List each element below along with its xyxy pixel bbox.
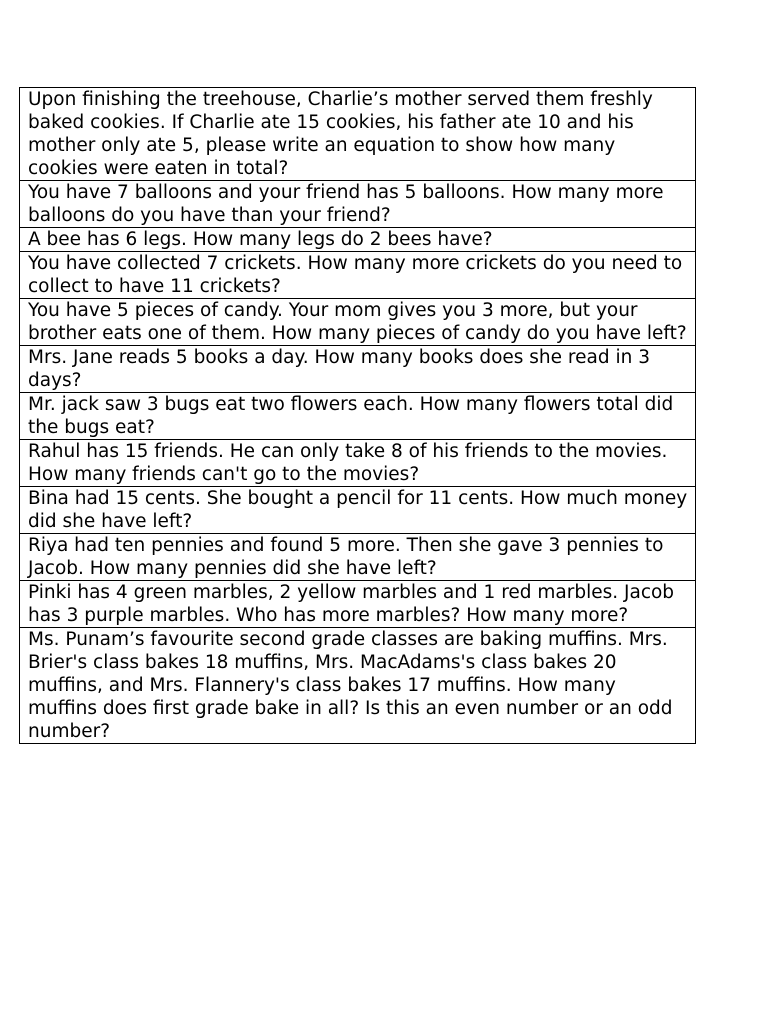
problem-cell: Mr. jack saw 3 bugs eat two flowers each. How many flowers total did the bugs eat? bbox=[20, 393, 696, 440]
table-row bbox=[20, 628, 696, 744]
problem-cell: Bina had 15 cents. She bought a pencil for 11 cents. How much money did she have left? bbox=[20, 487, 696, 534]
problem-cell: Riya had ten pennies and found 5 more. Then she gave 3 pennies to Jacob. How many pennies did she have left? bbox=[20, 534, 696, 581]
problem-cell: Pinki has 4 green marbles, 2 yellow marbles and 1 red marbles. Jacob has 3 purple marbles. Who has more marbles? How many more? bbox=[20, 581, 696, 628]
problem-cell: You have collected 7 crickets. How many more crickets do you need to collect to have 11 crickets? bbox=[20, 252, 696, 299]
problem-cell: You have 7 balloons and your friend has 5 balloons. How many more balloons do you have than your friend? bbox=[20, 181, 696, 228]
problem-cell: You have 5 pieces of candy. Your mom gives you 3 more, but your brother eats one of them. How many pieces of candy do you have left? bbox=[20, 299, 696, 346]
table-row bbox=[20, 299, 696, 346]
table-row bbox=[20, 534, 696, 581]
table-row bbox=[20, 252, 696, 299]
table-row bbox=[20, 181, 696, 228]
table-row bbox=[20, 346, 696, 393]
table-row bbox=[20, 88, 696, 181]
table-row bbox=[20, 487, 696, 534]
problem-cell: Ms. Punam’s favourite second grade classes are baking muffins. Mrs. Brier's class bakes 18 muffins, Mrs. MacAdams's class bakes 20 muffins, and Mrs. Flannery's class bakes 17 muffins. How many muffins does first grade bake in all? Is this an even number or an odd number? bbox=[20, 628, 696, 744]
table-row bbox=[20, 581, 696, 628]
problem-cell: Rahul has 15 friends. He can only take 8 of his friends to the movies. How many friends can't go to the movies? bbox=[20, 440, 696, 487]
word-problems-table bbox=[19, 87, 696, 744]
problem-cell: Mrs. Jane reads 5 books a day. How many books does she read in 3 days? bbox=[20, 346, 696, 393]
problem-cell: A bee has 6 legs. How many legs do 2 bees have? bbox=[20, 228, 696, 252]
table-row bbox=[20, 393, 696, 440]
problem-cell: Upon finishing the treehouse, Charlie’s mother served them freshly baked cookies. If Charlie ate 15 cookies, his father ate 10 and his mother only ate 5, please write an equation to show how many cookies were eaten in total? bbox=[20, 88, 696, 181]
table-row bbox=[20, 228, 696, 252]
table-row bbox=[20, 440, 696, 487]
